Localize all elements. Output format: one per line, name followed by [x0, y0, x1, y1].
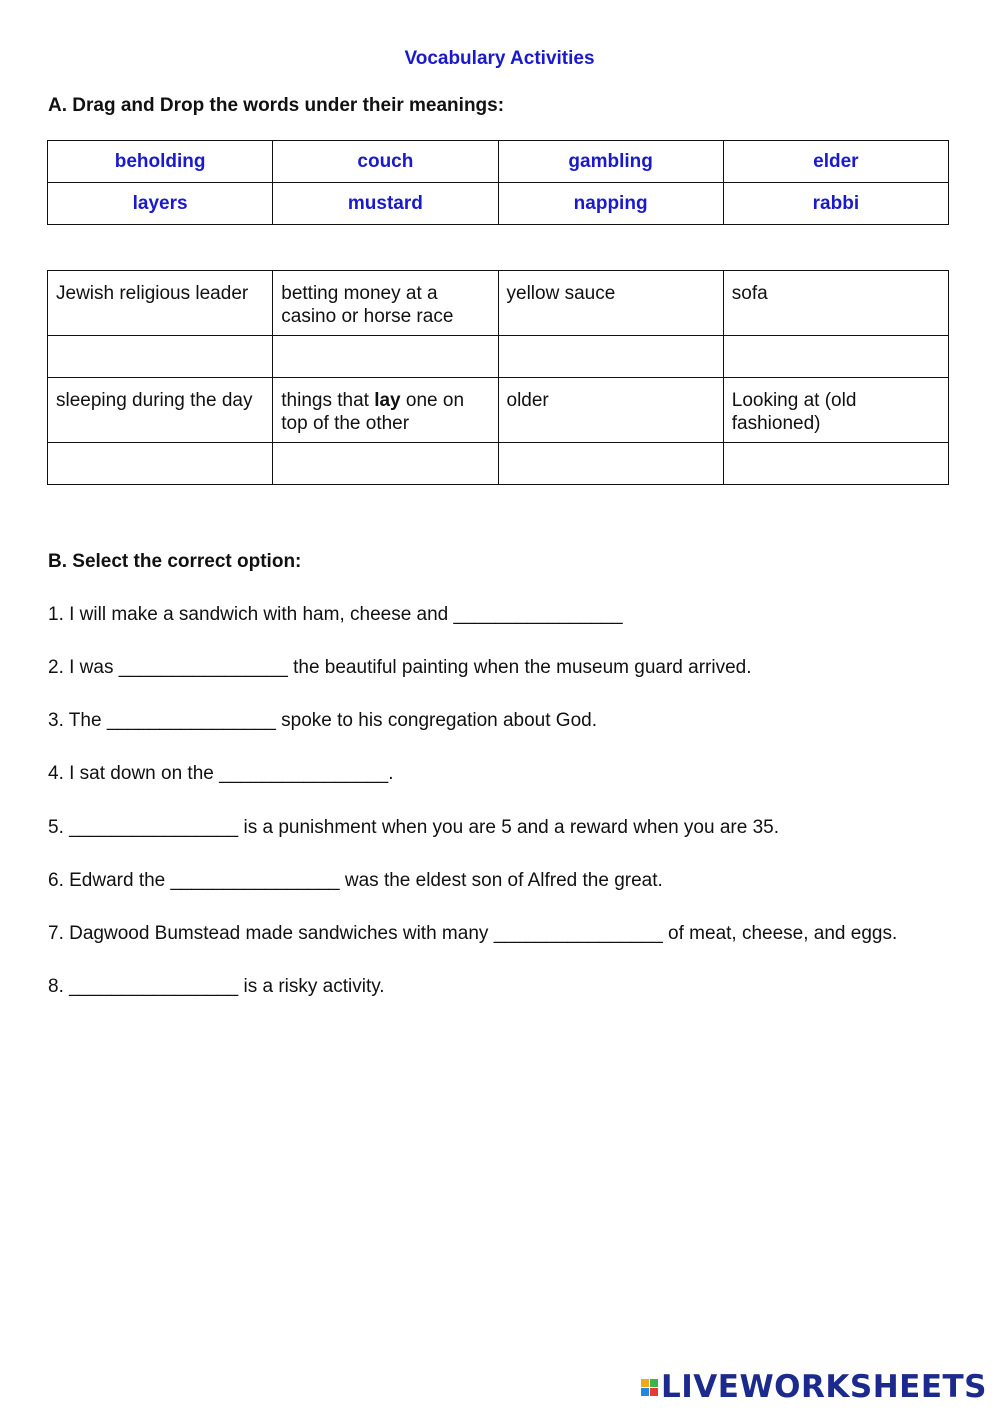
question-8 — [48, 976, 385, 998]
definition-cell: betting money at a casino or horse race — [273, 271, 498, 336]
question-text: 3. The — [48, 710, 107, 731]
drop-zone-row — [48, 443, 949, 485]
question-4 — [48, 763, 393, 785]
question-text: spoke to his congregation about God. — [275, 710, 597, 731]
word-tile[interactable]: elder — [723, 141, 948, 183]
drop-zone[interactable] — [48, 336, 273, 378]
definition-row — [48, 271, 949, 336]
answer-select[interactable]: ________________ — [69, 976, 239, 997]
page-title: Vocabulary Activities — [404, 48, 595, 69]
question-text: 5. — [48, 817, 70, 838]
question-text: 7. Dagwood Bumstead made sandwiches with many — [48, 923, 494, 944]
definition-cell: sofa — [723, 271, 948, 336]
question-text: 4. I sat down on the — [48, 763, 220, 784]
question-text: . — [388, 763, 394, 784]
answer-select[interactable]: ________________ — [493, 923, 663, 944]
word-tile[interactable]: beholding — [48, 141, 273, 183]
drop-zone[interactable] — [273, 336, 498, 378]
answer-select[interactable]: ________________ — [170, 870, 340, 891]
word-tile[interactable]: rabbi — [723, 183, 948, 225]
drop-zone[interactable] — [723, 336, 948, 378]
word-tile[interactable]: gambling — [498, 141, 723, 183]
question-5 — [48, 817, 779, 839]
answer-select[interactable]: ________________ — [69, 817, 239, 838]
question-text: 8. — [48, 976, 70, 997]
section-b-heading: B. Select the correct option: — [48, 551, 302, 572]
section-a-heading: A. Drag and Drop the words under their meanings: — [48, 95, 505, 116]
answer-select[interactable]: ________________ — [219, 763, 389, 784]
definition-cell: Jewish religious leader — [48, 271, 273, 336]
question-text: is a punishment when you are 5 and a reward when you are 35. — [238, 817, 779, 838]
definition-row — [48, 378, 949, 443]
definition-cell: yellow sauce — [498, 271, 723, 336]
definition-bold-word: lay — [374, 390, 401, 411]
question-7 — [48, 923, 897, 945]
question-text: of meat, cheese, and eggs. — [662, 923, 898, 944]
question-text: 6. Edward the — [48, 870, 171, 891]
definition-cell: older — [498, 378, 723, 443]
answer-select[interactable]: ________________ — [118, 657, 288, 678]
question-text: is a risky activity. — [238, 976, 385, 997]
word-tile[interactable]: mustard — [273, 183, 498, 225]
definition-text: things that — [281, 390, 375, 411]
logo-mark-icon — [641, 1379, 658, 1396]
question-text: was the eldest son of Alfred the great. — [339, 870, 663, 891]
drop-zone[interactable] — [48, 443, 273, 485]
word-tile[interactable]: napping — [498, 183, 723, 225]
definition-cell — [273, 378, 498, 443]
drop-zone[interactable] — [498, 443, 723, 485]
drop-zone[interactable] — [498, 336, 723, 378]
word-bank-row — [48, 141, 949, 183]
word-tile[interactable]: layers — [48, 183, 273, 225]
question-2 — [48, 657, 752, 679]
drop-zone-row — [48, 336, 949, 378]
answer-select[interactable]: ________________ — [106, 710, 276, 731]
word-bank-row — [48, 183, 949, 225]
logo-text: LIVEWORKSHEETS — [661, 1369, 987, 1405]
question-text: 2. I was — [48, 657, 119, 678]
definition-text: one on top of the other — [281, 390, 465, 434]
drop-zone[interactable] — [273, 443, 498, 485]
definition-cell: sleeping during the day — [48, 378, 273, 443]
answer-select[interactable]: ________________ — [453, 604, 623, 625]
word-tile[interactable]: couch — [273, 141, 498, 183]
word-bank-table — [47, 140, 949, 225]
question-3 — [48, 710, 597, 732]
question-text: 1. I will make a sandwich with ham, cheese and — [48, 604, 454, 625]
liveworksheets-logo — [641, 1369, 987, 1405]
drop-zone[interactable] — [723, 443, 948, 485]
question-text: the beautiful painting when the museum guard arrived. — [287, 657, 752, 678]
question-6 — [48, 870, 663, 892]
definition-cell: Looking at (old fashioned) — [723, 378, 948, 443]
meanings-table — [47, 270, 949, 485]
question-1 — [48, 604, 623, 626]
